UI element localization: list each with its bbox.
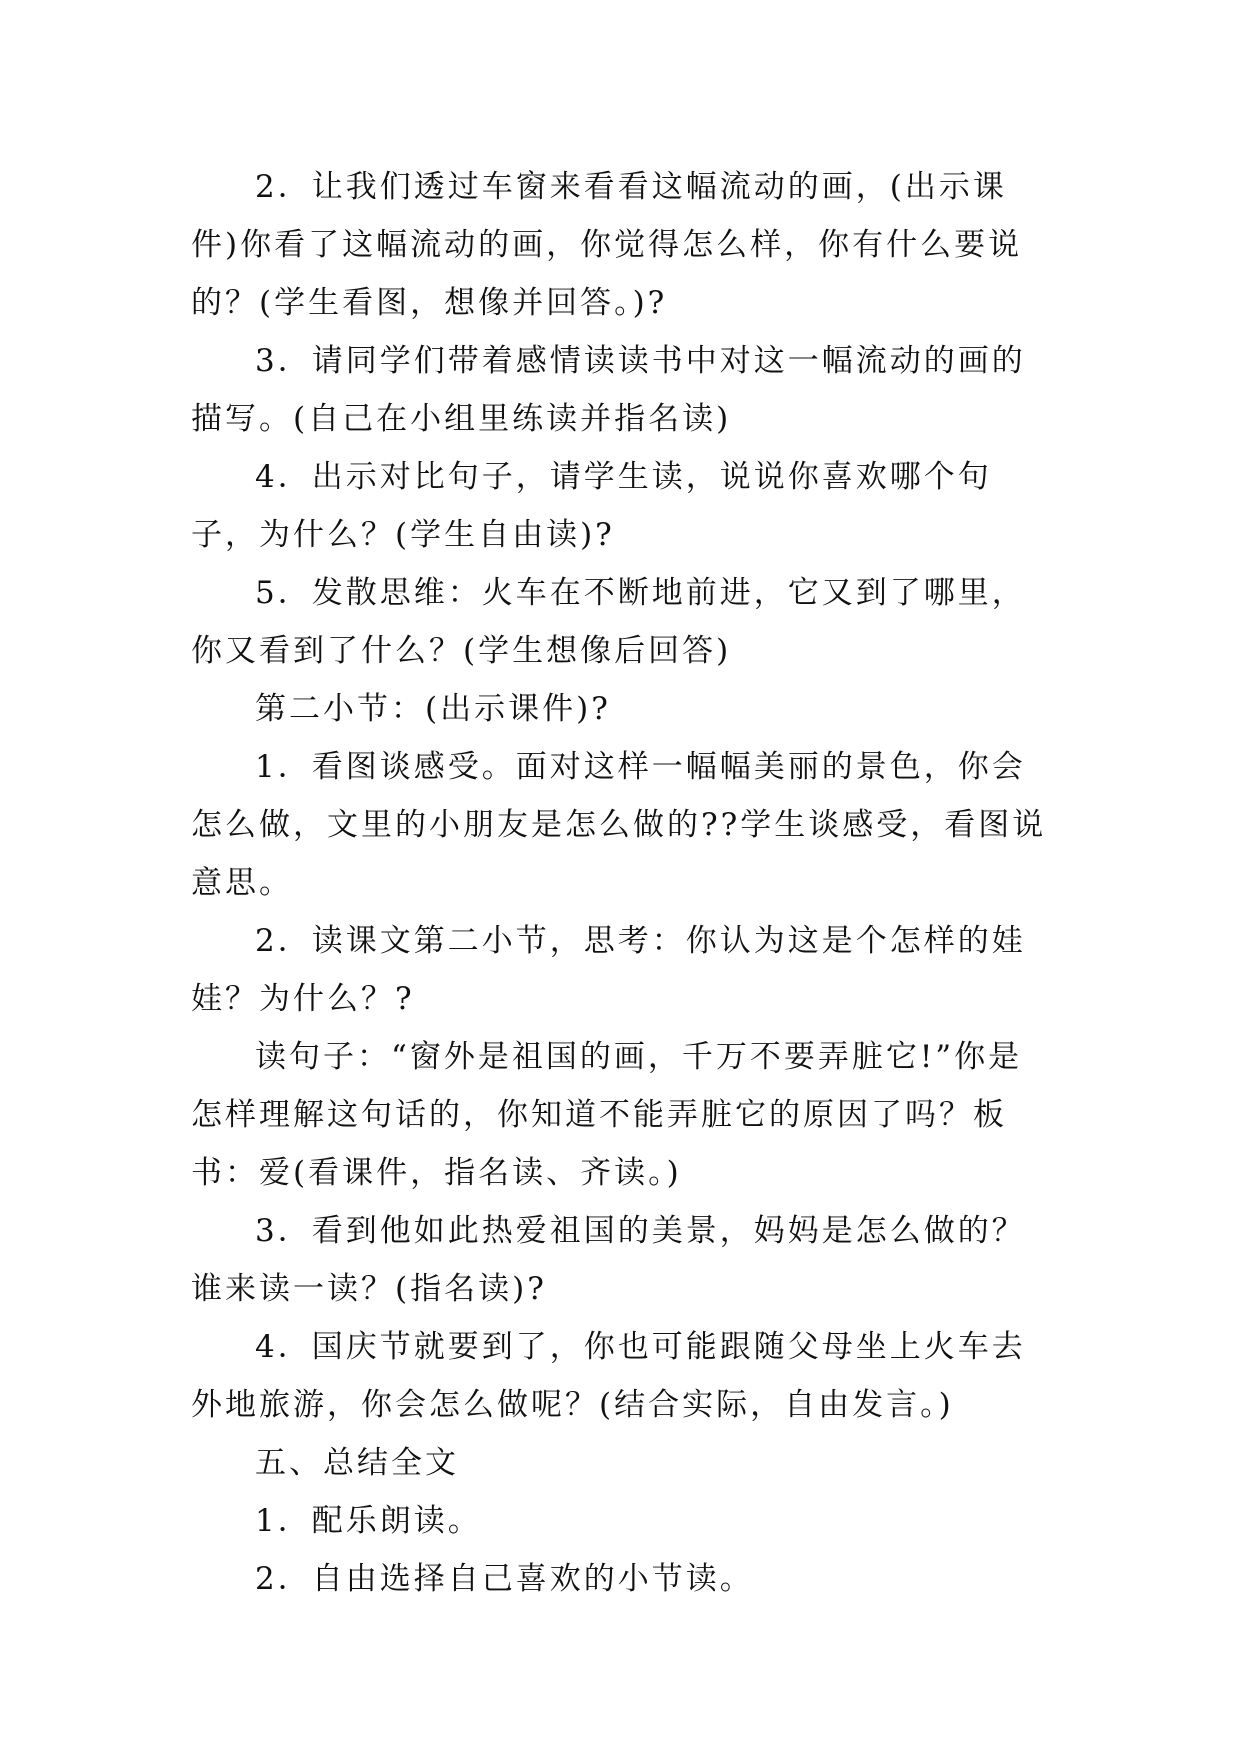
- paragraph-2: 3．请同学们带着感情读读书中对这一幅流动的画的描写。(自己在小组里练读并指名读): [191, 343, 1026, 437]
- paragraph-10: 1．配乐朗读。: [255, 1503, 482, 1539]
- document-body: [191, 158, 1051, 1608]
- section-heading-second-stanza: 第二小节：(出示课件)?: [255, 691, 611, 727]
- paragraph-8: 3．看到他如此热爱祖国的美景，妈妈是怎么做的？谁来读一读？(指名读)?: [191, 1213, 1026, 1307]
- paragraph-4: 5．发散思维：火车在不断地前进，它又到了哪里，你又看到了什么？(学生想像后回答): [191, 575, 1026, 669]
- section-heading-summary: 五、总结全文: [255, 1445, 459, 1481]
- paragraph-1: 2．让我们透过车窗来看看这幅流动的画，(出示课件)你看了这幅流动的画，你觉得怎么样，你有什么要说的？(学生看图，想像并回答。)?: [191, 169, 1023, 321]
- paragraph-5: 1．看图谈感受。面对这样一幅幅美丽的景色，你会怎么做，文里的小朋友是怎么做的??学生谈感受，看图说意思。: [191, 749, 1047, 901]
- paragraph-11: 2．自由选择自己喜欢的小节读。: [255, 1561, 754, 1597]
- paragraph-6: 2．读课文第二小节，思考：你认为这是个怎样的娃娃？为什么？?: [191, 923, 1026, 1017]
- paragraph-7: 读句子：“窗外是祖国的画，千万不要弄脏它!”你是怎样理解这句话的，你知道不能弄脏它的原因了吗？板书：爱(看课件，指名读、齐读。): [191, 1039, 1023, 1191]
- paragraph-3: 4．出示对比句子，请学生读，说说你喜欢哪个句子，为什么？(学生自由读)?: [191, 459, 992, 553]
- paragraph-9: 4．国庆节就要到了，你也可能跟随父母坐上火车去外地旅游，你会怎么做呢？(结合实际，自由发言。): [191, 1329, 1026, 1423]
